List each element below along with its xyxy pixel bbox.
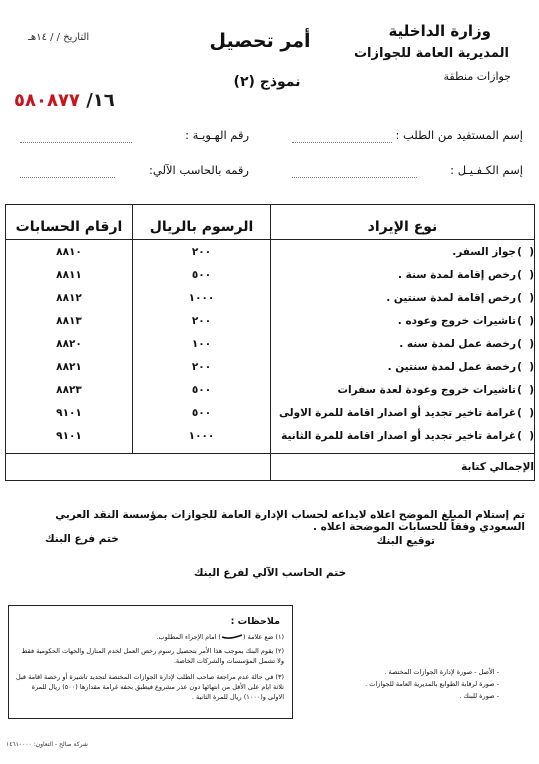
computer-number-line[interactable]: [20, 177, 115, 178]
revenue-item-label: تاشيرات خروج وعوده .: [397, 314, 516, 327]
form-number: نموذج (٢): [233, 74, 301, 90]
serial-prefix: ١٦/: [86, 90, 115, 111]
account-number: ٨٨١٢: [6, 286, 133, 309]
id-number-label: رقم الهـويـة :: [185, 128, 249, 142]
revenue-item[interactable]: [271, 309, 535, 332]
serial-digits: ٥٨٠٨٧٧: [14, 90, 80, 111]
beneficiary-label: إسم المستفيد من الطلب :: [395, 128, 523, 142]
checkbox-parens[interactable]: ( ): [517, 429, 534, 442]
fee-value: ٥٠٠: [133, 263, 271, 286]
revenue-item-label: رخصة عمل لمدة سنتين .: [387, 360, 516, 373]
copy-bank: - صورة للبنك .: [459, 692, 499, 700]
table-row: [6, 378, 535, 401]
revenue-item[interactable]: [271, 286, 535, 309]
note-1-start: (١) ضع علامة (: [242, 633, 284, 641]
revenue-item-label: رخصة عمل لمدة سنه .: [399, 337, 516, 350]
fees-table: [5, 204, 535, 481]
notes-title: ملاحظات :: [230, 616, 280, 627]
revenue-item[interactable]: [271, 424, 535, 447]
revenue-item[interactable]: [271, 240, 535, 264]
computer-number-label: رقمه بالحاسب الآلي:: [149, 163, 249, 177]
checkbox-parens[interactable]: ( ): [517, 337, 534, 350]
checkbox-parens[interactable]: ( ): [517, 360, 534, 373]
receipt-statement: تم إستلام المبلغ الموضح اعلاه لايداعه لحساب الإدارة العامة للجوازات بمؤسسة النقد العربي السعودي وفقاً للحسابات الموضحة اعلاه .: [55, 509, 525, 533]
fee-value: ٥٠٠: [133, 401, 271, 424]
note-1-end: ) امام الإجراء المطلوب.: [156, 633, 221, 641]
account-number: ٩١٠١: [6, 401, 133, 424]
table-row: [6, 355, 535, 378]
header-revenue-type: نوع الإيراد: [271, 205, 535, 240]
fee-value: ٢٠٠: [133, 309, 271, 332]
revenue-item-label: رخص إقامة لمدة سنتين .: [386, 291, 516, 304]
revenue-item-label: جواز السفر.: [452, 245, 516, 258]
account-number: ٨٨٢٠: [6, 332, 133, 355]
fee-value: ٥٠٠: [133, 378, 271, 401]
total-in-words-field[interactable]: [6, 454, 271, 481]
bank-signature-label: توقيع البنك: [376, 535, 435, 547]
checkbox-parens[interactable]: ( ): [517, 383, 534, 396]
note-2: (٢) يقوم البنك بموجب هذا الأمر بتحصيل رسوم رخص العمل لخدم المنازل والجهات الحكومية فقط ولا تشمل المؤسسات والشركات الخاصة.: [21, 647, 284, 665]
revenue-item[interactable]: [271, 378, 535, 401]
note-3: (٣) في حالة عدم مراجعة صاحب الطلب لإدارة الجوازات المختصة لتجديد تاشيرة أو رخصة اقامة قبل ثلاثة ايام على الأقل من انتهائها دون عذر مشروع فيطبق بحقه غرامة مقدارها (٥٠٠) ريال للمرة الاولى و(١٠٠٠) ريال للمرة الثانية .: [16, 673, 284, 701]
id-number-line[interactable]: [20, 142, 132, 143]
revenue-item-label: رخص إقامة لمدة سنة .: [397, 268, 516, 281]
total-row: [6, 454, 535, 481]
ministry-name: وزارة الداخلية: [388, 22, 491, 40]
table-row: [6, 240, 535, 264]
fee-value: ١٠٠: [133, 332, 271, 355]
region-label: جوازات منطقة: [443, 70, 511, 83]
fee-value: ٢٠٠: [133, 355, 271, 378]
table-row: [6, 286, 535, 309]
table-header-row: [6, 205, 535, 240]
serial-number: [14, 90, 115, 111]
check-mark-icon: [221, 634, 243, 641]
revenue-item-label: تاشيرات خروج وعودة لعدة سفرات: [337, 383, 516, 396]
copy-stamps: - صورة لرقابة الطوابع بالمديرية العامة للجوازات .: [365, 680, 499, 688]
sponsor-line[interactable]: [292, 177, 417, 178]
revenue-item[interactable]: [271, 263, 535, 286]
header-fees: الرسوم بالريال: [133, 205, 271, 240]
notes-box: [8, 605, 293, 719]
revenue-item-label: غرامة تاخير تجديد أو اصدار اقامة للمرة الاولى: [279, 406, 516, 419]
table-row: [6, 309, 535, 332]
beneficiary-line[interactable]: [292, 142, 392, 143]
computer-stamp-label: ختم الحاسب الآلي لفرع البنك: [193, 567, 347, 579]
checkbox-parens[interactable]: ( ): [517, 291, 534, 304]
fee-value: ٢٠٠: [133, 240, 271, 264]
date-field: التاريخ / / ١٤هـ: [28, 32, 90, 43]
checkbox-parens[interactable]: ( ): [517, 406, 534, 419]
table-row: [6, 401, 535, 424]
revenue-item-label: غرامة تاخير تجديد أو اصدار اقامة للمرة الثانية: [281, 429, 516, 442]
account-number: ٨٨٢١: [6, 355, 133, 378]
printer-credit: شركة صالح - التعاون: ١٤٦١٠٠٠٠: [6, 741, 88, 748]
total-label: الإجمالي كتابة: [271, 454, 535, 481]
account-number: ٨٨١٣: [6, 309, 133, 332]
directorate-name: المديرية العامة للجوازات: [353, 46, 509, 61]
account-number: ٩١٠١: [6, 424, 133, 447]
copy-original: - الأصل - صورة لإدارة الجوازات المختصة .: [384, 668, 499, 676]
checkbox-parens[interactable]: ( ): [517, 314, 534, 327]
account-number: ٨٨١١: [6, 263, 133, 286]
document-title: أمر تحصيل: [209, 30, 311, 52]
checkbox-parens[interactable]: ( ): [517, 268, 534, 281]
revenue-item[interactable]: [271, 332, 535, 355]
account-number: ٨٨١٠: [6, 240, 133, 264]
sponsor-label: إسم الكـفـيـل :: [450, 163, 523, 177]
revenue-item[interactable]: [271, 355, 535, 378]
fee-value: ١٠٠٠: [133, 424, 271, 447]
header-accounts: ارقام الحسابات: [6, 205, 133, 240]
table-row: [6, 332, 535, 355]
fee-value: ١٠٠٠: [133, 286, 271, 309]
revenue-item[interactable]: [271, 401, 535, 424]
branch-stamp-label: ختم فرع البنك: [45, 533, 119, 545]
table-row: [6, 424, 535, 447]
account-number: ٨٨٢٣: [6, 378, 133, 401]
checkbox-parens[interactable]: ( ): [517, 245, 534, 258]
table-row: [6, 263, 535, 286]
note-1: [16, 632, 284, 642]
